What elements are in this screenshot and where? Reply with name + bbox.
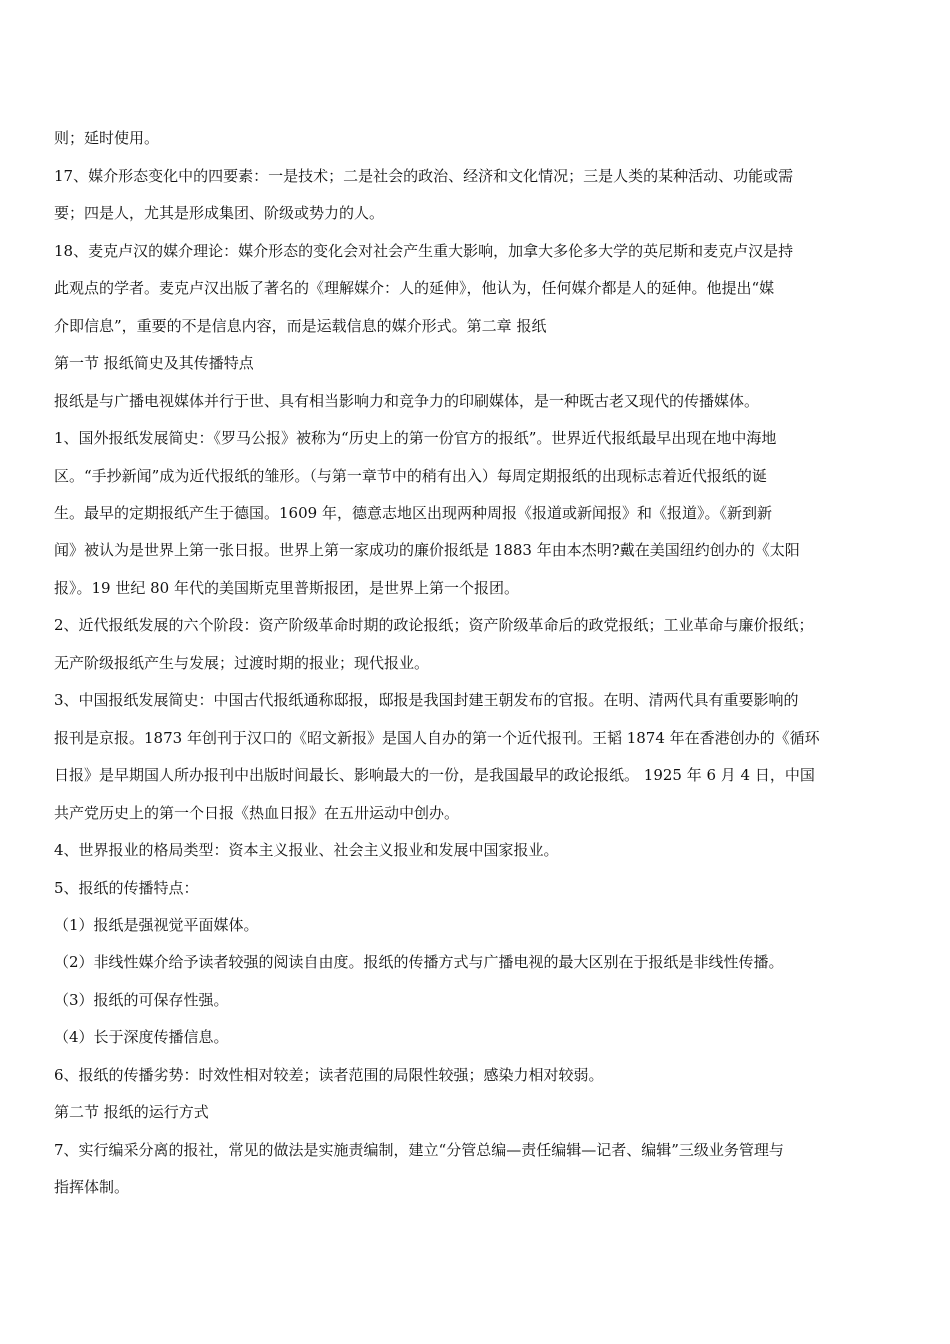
text-line: 闻》被认为是世界上第一张日报。世界上第一家成功的廉价报纸是 1883 年由本杰明?戴在美国纽约创办的《太阳	[54, 541, 800, 559]
section-heading: 第二节 报纸的运行方式	[54, 1103, 209, 1121]
text-line: 共产党历史上的第一个日报《热血日报》在五卅运动中创办。	[54, 804, 460, 822]
text-line: 则；延时使用。	[54, 129, 160, 147]
text-line: 生。最早的定期报纸产生于德国。1609 年，德意志地区出现两种周报《报道或新闻报》和《报道》。《新到新	[54, 504, 772, 522]
text-line: 3、中国报纸发展简史：中国古代报纸通称邸报，邸报是我国封建王朝发布的官报。在明、清两代具有重要影响的	[54, 691, 799, 709]
text-line: 4、世界报业的格局类型：资本主义报业、社会主义报业和发展中国家报业。	[54, 841, 559, 859]
text-line: 日报》是早期国人所办报刊中出版时间最长、影响最大的一份，是我国最早的政论报纸。 1925 年 6 月 4 日，中国	[54, 766, 815, 784]
text-line: 区。“手抄新闻”成为近代报纸的雏形。（与第一章节中的稍有出入）每周定期报纸的出现标志着近代报纸的诞	[54, 467, 767, 485]
text-line: 指挥体制。	[54, 1178, 130, 1196]
section-heading: 第一节 报纸简史及其传播特点	[54, 354, 254, 372]
text-line: 此观点的学者。麦克卢汉出版了著名的《理解媒介：人的延伸》，他认为，任何媒介都是人的延伸。他提出“媒	[54, 279, 775, 297]
list-item: （3）报纸的可保存性强。	[54, 991, 229, 1009]
text-line: 无产阶级报纸产生与发展；过渡时期的报业；现代报业。	[54, 654, 430, 672]
text-line: 报纸是与广播电视媒体并行于世、具有相当影响力和竞争力的印刷媒体，是一种既古老又现代的传播媒体。	[54, 392, 760, 410]
text-line: 17、媒介形态变化中的四要素：一是技术；二是社会的政治、经济和文化情况；三是人类的某种活动、功能或需	[54, 167, 794, 185]
text-line: 1、国外报纸发展简史：《罗马公报》被称为“历史上的第一份官方的报纸”。世界近代报纸最早出现在地中海地	[54, 429, 777, 447]
list-item: （2）非线性媒介给予读者较强的阅读自由度。报纸的传播方式与广播电视的最大区别在于报纸是非线性传播。	[54, 953, 784, 971]
text-line: 2、近代报纸发展的六个阶段：资产阶级革命时期的政论报纸；资产阶级革命后的政党报纸；工业革命与廉价报纸；	[54, 616, 814, 634]
text-line: 报》。19 世纪 80 年代的美国斯克里普斯报团，是世界上第一个报团。	[54, 579, 519, 597]
text-line: 18、麦克卢汉的媒介理论：媒介形态的变化会对社会产生重大影响，加拿大多伦多大学的英尼斯和麦克卢汉是持	[54, 242, 794, 260]
text-line: 6、报纸的传播劣势：时效性相对较差；读者范围的局限性较强；感染力相对较弱。	[54, 1066, 604, 1084]
text-line: 7、实行编采分离的报社，常见的做法是实施责编制，建立“分管总编—责任编辑—记者、编辑”三级业务管理与	[54, 1141, 784, 1159]
text-line: 报刊是京报。1873 年创刊于汉口的《昭文新报》是国人自办的第一个近代报刊。王韬 1874 年在香港创办的《循环	[54, 729, 820, 747]
text-line: 介即信息”，重要的不是信息内容，而是运载信息的媒介形式。第二章 报纸	[54, 317, 547, 335]
text-line: 要；四是人，尤其是形成集团、阶级或势力的人。	[54, 204, 385, 222]
list-item: （1）报纸是强视觉平面媒体。	[54, 916, 259, 934]
list-item: （4）长于深度传播信息。	[54, 1028, 229, 1046]
text-line: 5、报纸的传播特点：	[54, 879, 199, 897]
